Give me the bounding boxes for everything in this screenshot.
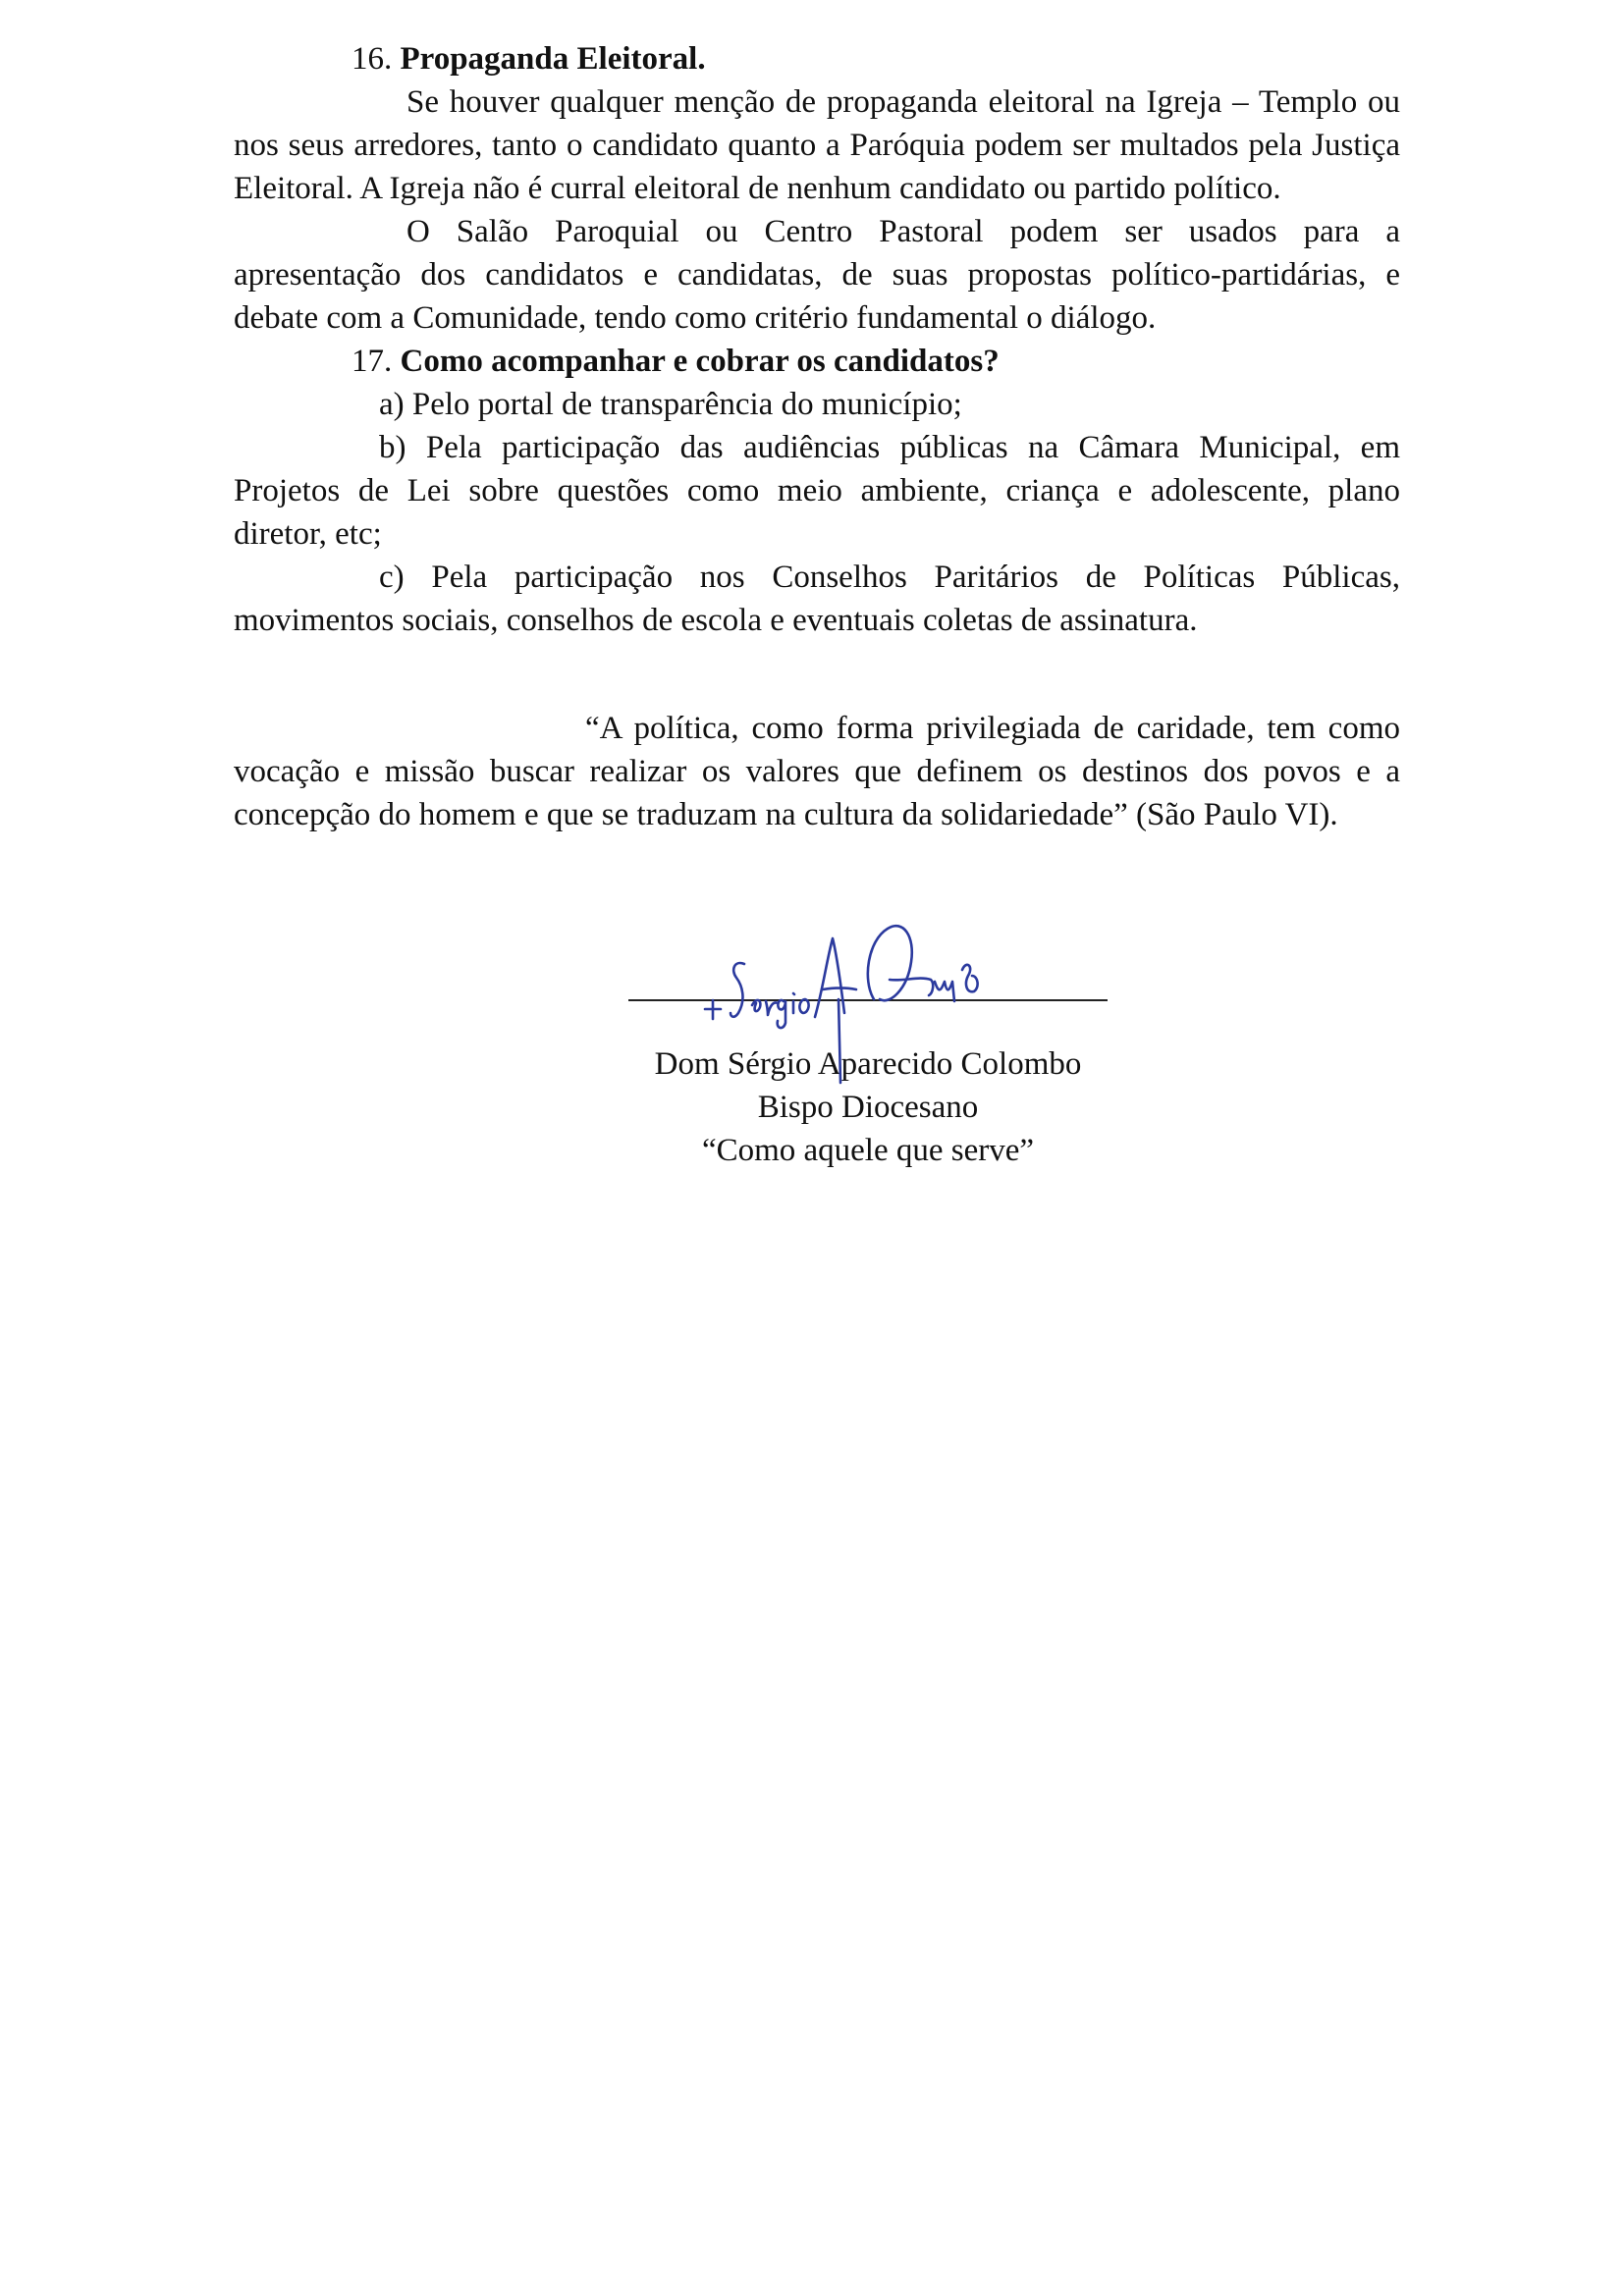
- section-17-title: Como acompanhar e cobrar os candidatos?: [400, 344, 1000, 379]
- section-17-item-a: a) Pelo portal de transparência do município;: [379, 387, 962, 422]
- section-17-item-b-line3: diretor, etc;: [234, 516, 382, 552]
- signer-role: Bispo Diocesano: [757, 1090, 979, 1125]
- section-16-number: 16.: [352, 41, 393, 77]
- section-17-item-c-line2: movimentos sociais, conselhos de escola e eventuais coletas de assinatura.: [234, 603, 1198, 638]
- quote-line1: “A política, como forma privilegiada de caridade, tem como: [585, 711, 1400, 746]
- section-16-heading: [352, 37, 706, 80]
- section-17-item-b-line1: b) Pela participação das audiências públicas na Câmara Municipal, em: [379, 430, 1400, 465]
- section-16-p1-line2: nos seus arredores, tanto o candidato quanto a Paróquia podem ser multados pela Justiça: [234, 128, 1400, 163]
- signer-motto: “Como aquele que serve”: [701, 1133, 1035, 1168]
- section-16-p2-line2: apresentação dos candidatos e candidatas, de suas propostas político-partidárias, e: [234, 257, 1400, 293]
- document-page: [234, 0, 1400, 2296]
- section-16-p2-line3: debate com a Comunidade, tendo como critério fundamental o diálogo.: [234, 300, 1157, 336]
- section-16-title: Propaganda Eleitoral.: [400, 41, 706, 77]
- section-17-heading: [352, 340, 1000, 383]
- section-17-item-b-line2: Projetos de Lei sobre questões como meio ambiente, criança e adolescente, plano: [234, 473, 1400, 508]
- quote-line3: concepção do homem e que se traduzam na cultura da solidariedade” (São Paulo VI).: [234, 797, 1338, 832]
- section-17-item-c-line1: c) Pela participação nos Conselhos Paritários de Políticas Públicas,: [379, 560, 1400, 595]
- section-16-p2-line1: O Salão Paroquial ou Centro Pastoral podem ser usados para a: [406, 214, 1400, 249]
- section-16-p1-line1: Se houver qualquer menção de propaganda eleitoral na Igreja – Templo ou: [406, 84, 1400, 120]
- section-16-p1-line3: Eleitoral. A Igreja não é curral eleitoral de nenhum candidato ou partido político.: [234, 171, 1281, 206]
- section-17-number: 17.: [352, 344, 393, 379]
- handwritten-signature: [687, 911, 1011, 1107]
- quote-line2: vocação e missão buscar realizar os valores que definem os destinos dos povos e a: [234, 754, 1400, 789]
- signer-name: Dom Sérgio Aparecido Colombo: [654, 1046, 1082, 1082]
